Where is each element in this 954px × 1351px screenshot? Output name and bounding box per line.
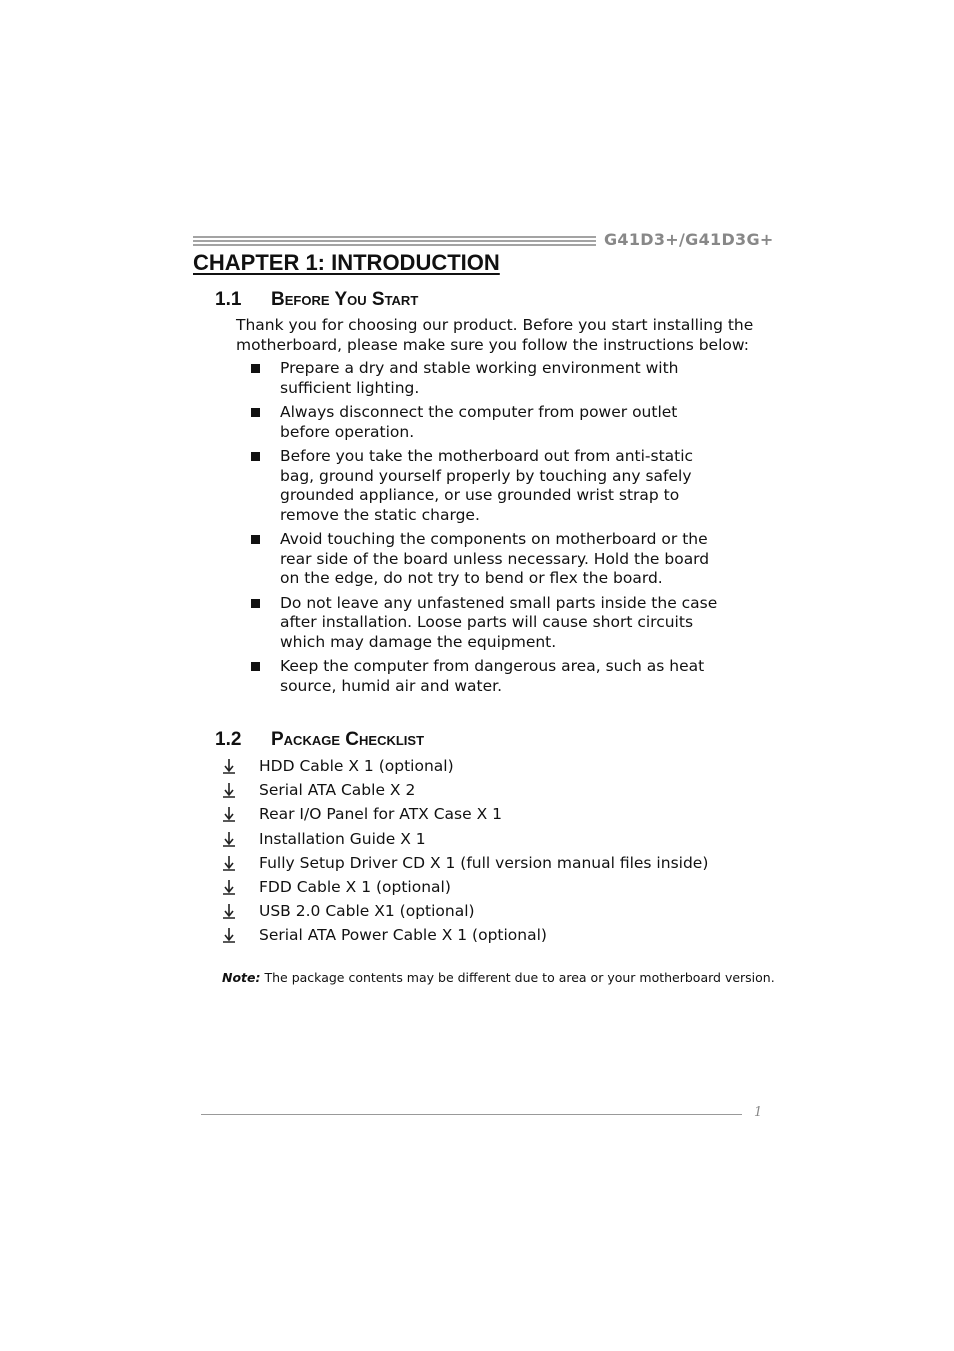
square-bullet-icon [251,662,260,671]
intro-paragraph: Thank you for choosing our product. Before you start installing the motherboard, please make sure you follow the instructions below: [236,316,754,354]
checklist-item: HDD Cable X 1 (optional) [221,756,708,780]
square-bullet-icon [251,408,260,417]
square-bullet-icon [251,452,260,461]
checklist-item: Fully Setup Driver CD X 1 (full version manual files inside) [221,853,708,877]
note-text: The package contents may be different due to area or your motherboard version. [260,970,775,985]
section-title: Package Checklist [271,729,425,750]
instruction-item: Before you take the motherboard out from anti-static bag, ground yourself properly by touching any safely grounded appliance, or use grounded wrist strap to remove the static charge. [250,447,730,525]
checklist-item: Serial ATA Power Cable X 1 (optional) [221,925,708,949]
checklist-item: Rear I/O Panel for ATX Case X 1 [221,804,708,828]
arrow-down-bullet-icon [221,903,237,920]
section-number: 1.2 [215,729,242,750]
footer-rule [201,1114,742,1115]
model-name: G41D3+/G41D3G+ [604,230,774,249]
instruction-list [250,359,730,701]
arrow-down-bullet-icon [221,758,237,775]
section-number: 1.1 [215,289,242,310]
section-heading-before-you-start [215,289,615,313]
arrow-down-bullet-icon [221,855,237,872]
section-title: Before You Start [271,289,419,310]
square-bullet-icon [251,364,260,373]
instruction-item: Always disconnect the computer from power outlet before operation. [250,403,730,442]
section-heading-package-checklist [215,729,615,753]
instruction-item: Prepare a dry and stable working environment with sufficient lighting. [250,359,730,398]
checklist-item: USB 2.0 Cable X1 (optional) [221,901,708,925]
package-checklist [221,756,708,950]
instruction-item: Do not leave any unfastened small parts inside the case after installation. Loose parts will cause short circuits which may damage the equipment. [250,594,730,653]
arrow-down-bullet-icon [221,782,237,799]
note-label: Note: [222,970,261,985]
checklist-item: Installation Guide X 1 [221,829,708,853]
page-number: 1 [754,1105,763,1120]
checklist-item: FDD Cable X 1 (optional) [221,877,708,901]
header-rule [193,236,596,247]
arrow-down-bullet-icon [221,831,237,848]
checklist-item: Serial ATA Cable X 2 [221,780,708,804]
chapter-title: CHAPTER 1: INTRODUCTION [193,250,500,275]
package-note [222,970,775,985]
arrow-down-bullet-icon [221,927,237,944]
instruction-item: Avoid touching the components on motherboard or the rear side of the board unless necessary. Hold the board on the edge, do not try to bend or flex the board. [250,530,730,589]
instruction-item: Keep the computer from dangerous area, such as heat source, humid air and water. [250,657,730,696]
arrow-down-bullet-icon [221,879,237,896]
square-bullet-icon [251,599,260,608]
square-bullet-icon [251,535,260,544]
arrow-down-bullet-icon [221,806,237,823]
